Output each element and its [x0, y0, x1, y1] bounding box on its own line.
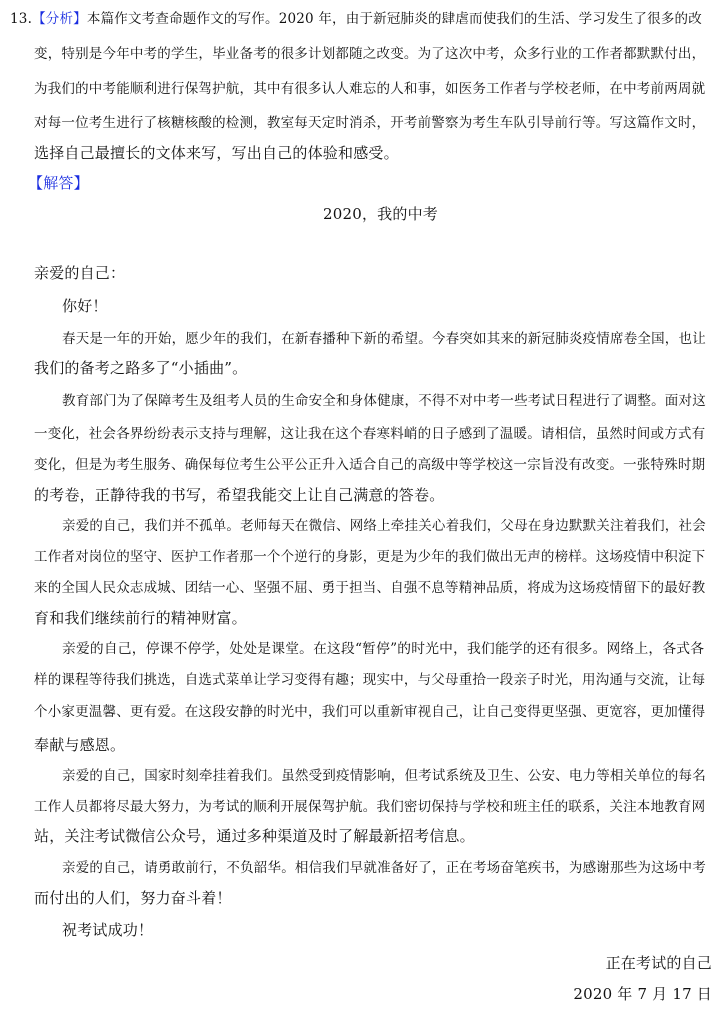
analysis-first-line [10, 9, 702, 29]
paragraph-line: 来的全国人民众志成城、团结一心、坚强不屈、勇于担当、自强不息等精神品质，将成为这场疫情留下的最好教 [34, 580, 706, 596]
analysis-line: 为我们的中考能顺利进行保驾护航，其中有很多认人难忘的人和事，如医务工作者与学校老师，在中考前两周就 [34, 81, 706, 97]
paragraph-line: 一变化，社会各界纷纷表示支持与理解，这让我在这个春寒料峭的日子感到了温暖。请相信，虽然时间或方式有 [34, 426, 706, 442]
salutation: 亲爱的自己： [34, 264, 126, 282]
answer-tag: 【解答】 [28, 174, 89, 192]
paragraph-line: 亲爱的自己，国家时刻牵挂着我们。虽然受到疫情影响，但考试系统及卫生、公安、电力等相关单位的每名 [62, 768, 706, 784]
paragraph-line: 样的课程等待我们挑选，自选式菜单让学习变得有趣；现实中，与父母重拾一段亲子时光，用沟通与交流，让每 [34, 672, 706, 688]
paragraph-line: 工作人员都将尽最大努力，为考试的顺利开展保驾护航。我们密切保持与学校和班主任的联系，关注本地教育网 [34, 799, 706, 815]
greeting: 你好！ [62, 297, 108, 315]
signature: 正在考试的自己 [605, 954, 712, 972]
paragraph-line: 的考卷，正静待我的书写，希望我能交上让自己满意的答卷。 [34, 486, 445, 504]
essay-title: 2020，我的中考 [323, 205, 438, 223]
paragraph-line: 春天是一年的开始，愿少年的我们，在新春播种下新的希望。今春突如其来的新冠肺炎疫情席卷全国，也让 [62, 331, 706, 347]
paragraph-line: 站，关注考试微信公众号，通过多种渠道及时了解最新招考信息。 [34, 827, 475, 845]
paragraph-line: 变化，但是为考生服务、确保每位考生公平公正升入适合自己的高级中等学校这一宗旨没有改变。一张特殊时期 [34, 457, 706, 473]
analysis-line: 对每一位考生进行了核糖核酸的检测，教室每天定时消杀，开考前警察为考生车队引导前行等。写这篇作文时， [34, 115, 706, 131]
question-number: 13. [10, 11, 33, 27]
paragraph-line: 工作者对岗位的坚守、医护工作者那一个个逆行的身影，更是为少年的我们做出无声的榜样。这场疫情中积淀下 [34, 549, 706, 565]
paragraph-line: 育和我们继续前行的精神财富。 [34, 609, 247, 627]
analysis-line: 变，特别是今年中考的学生，毕业备考的很多计划都随之改变。为了这次中考，众多行业的工作者都默默付出， [34, 46, 706, 62]
analysis-tag: 【分析】 [32, 11, 87, 27]
paragraph-line: 亲爱的自己，我们并不孤单。老师每天在微信、网络上牵挂关心着我们，父母在身边默默关注着我们，社会 [62, 518, 706, 534]
paragraph-line: 亲爱的自己，请勇敢前行，不负韶华。相信我们早就准备好了，正在考场奋笔疾书，为感谢那些为这场中考 [62, 860, 706, 876]
analysis-text: 本篇作文考查命题作文的写作。2020 年，由于新冠肺炎的肆虐而使我们的生活、学习发生了很多的改 [86, 11, 702, 27]
paragraph-line: 亲爱的自己，停课不停学，处处是课堂。在这段“暂停”的时光中，我们能学的还有很多。网络上，各式各 [62, 641, 705, 657]
analysis-line: 选择自己最擅长的文体来写，写出自己的体验和感受。 [34, 144, 399, 162]
date: 2020 年 7 月 17 日 [573, 985, 712, 1003]
paragraph-line: 奉献与感恩。 [34, 736, 126, 754]
closing-wish: 祝考试成功！ [62, 921, 154, 939]
paragraph-line: 教育部门为了保障考生及组考人员的生命安全和身体健康，不得不对中考一些考试日程进行了调整。面对这 [62, 393, 706, 409]
paragraph-line: 我们的备考之路多了“小插曲”。 [34, 359, 248, 377]
paragraph-line: 而付出的人们，努力奋斗着！ [34, 889, 232, 907]
paragraph-line: 个小家更温馨、更有爱。在这段安静的时光中，我们可以重新审视自己，让自己变得更坚强、更宽容，更加懂得 [34, 704, 706, 720]
